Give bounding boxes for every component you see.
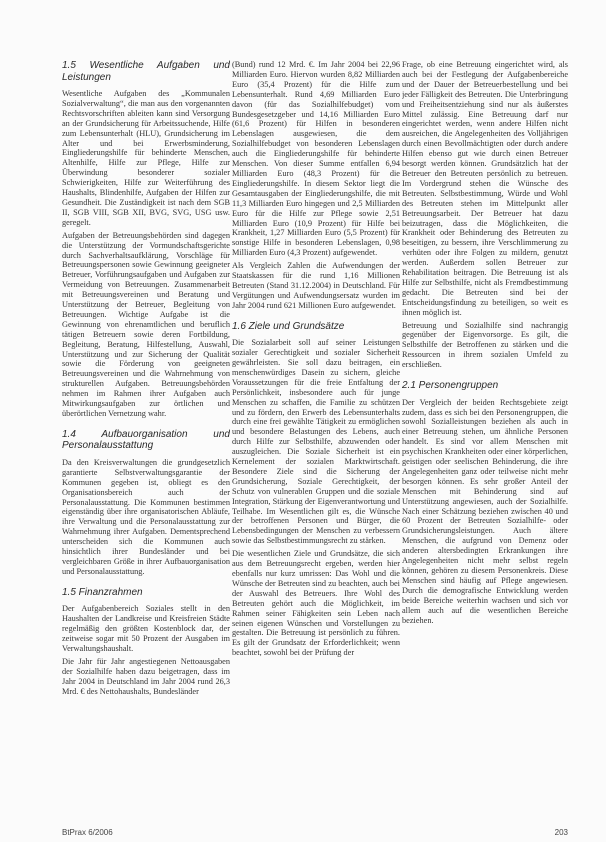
page-number: 203 bbox=[554, 828, 568, 837]
paragraph: Als Vergleich Zahlen die Aufwendungen der Staatskassen für die rund 1,16 Millionen Betreuten (Stand 31.12.2004) in Deutschland. Für Vergütungen und Aufwendungsersatz wurden im Jahr 2004 rund 621 Millionen Euro aufgewendet. bbox=[232, 261, 400, 310]
paragraph: (Bund) rund 12 Mrd. €. Im Jahr 2004 bei 22,96 Milliarden Euro. Hiervon wurden 8,82 Milliarden Euro (35,4 Prozent) für die Hilfe zum Lebensunterhalt. Rund 4,69 Milliarden Euro davon (für das Sozialhilfebudget) vom Bundesgesetzgeber und 14,16 Milliarden Euro (61,6 Prozent) für Hilfen in besonderen Lebenslagen ausgewiesen, die dem Sozialhilfebudget von besonderen Lebenslagen auch die Eingliederungshilfe für behinderte Menschen. Von dieser Summe entfallen 6,94 Milliarden Euro (48,3 Prozent) für die Eingliederungshilfe. In diesem Sektor liegt die Gesamtausgaben der Eingliederungshilfe, die mit 11,3 Milliarden Euro hingegen und 2,5 Milliarden Euro für die Hilfe zur Pflege sowie 2,51 Milliarden Euro (10,9 Prozent) für Hilfe bei Krankheit, 1,27 Milliarden Euro (5,5 Prozent) für sonstige Hilfe in besonderen Lebenslagen, 0,98 Milliarden Euro (4,3 Prozent) aufgewendet. bbox=[232, 60, 400, 258]
journal-footer: BtPrax 6/2006 bbox=[62, 828, 113, 837]
paragraph: Aufgaben der Betreuungsbehörden sind dagegen die Unterstützung der Vormundschaftsgerichte durch Sachverhaltsaufklärung, Vorschläge für Betreuungspersonen sowie Gewinnung geeigneter Betreuer, Vorführungsaufgaben und Aufgaben zur Vermeidung von Betreuungen. Zusammenarbeit mit Betreuungsvereinen und Beratung und Unterstützung der Betreuer, Begleitung von Betreuungen. Wichtige Aufgabe ist die Gewinnung von ehrenamtlichen und beruflich tätigen Betreuern sowie deren Fortbildung, Begleitung, Beratung, Hilfestellung, Auswahl, Unterstützung und zur Sicherung der Qualität sowie die Förderung von geeigneten Betreuungsvereinen und die Wahrnehmung von strukturellen Aufgaben. Betreuungsbehörden nehmen im Rahmen ihrer Aufgaben auch Mitwirkungsaufgaben zur örtlichen und überörtlichen Vernetzung wahr. bbox=[62, 230, 230, 418]
section-heading: 1.6 Ziele und Grundsätze bbox=[232, 320, 345, 332]
paragraph: Da den Kreisverwaltungen die grundgesetzlich garantierte Selbstverwaltungsgarantie der Kommunen gegeben ist, obliegt es den Organisationsbereich auch der Personalausstattung. Die Kommunen bestimmen eigenständig über ihre organisatorischen Abläufe, ihre Verwaltung und die Personalausstattung zur Wahrnehmung ihrer Aufgaben. Dementsprechend unterscheiden sich die Kommunen auch hinsichtlich ihrer Bundesländer und bei vergleichbaren Größe in ihrer Aufbauorganisation und Personalausstattung. bbox=[62, 457, 230, 576]
paragraph: Frage, ob eine Betreuung eingerichtet wird, als auch bei der Festlegung der Aufgabenbereiche und der Dauer der Betreuerbestellung und bei jeder Fälligkeit des Betreuten. Die Unterbringung und Freiheitsentziehung sind nur als äußerstes Mittel zulässig. Eine Betreuung darf nur eingerichtet werden, wenn andere Hilfen nicht ausreichen, die Angelegenheiten des Volljährigen durch einen Bevollmächtigten oder durch andere Hilfen ebenso gut wie durch einen Betreuer besorgt werden können. Grundsätzlich hat der Betreuer den Betreuten persönlich zu betreuen. Im Vordergrund stehen die Wünsche des Betreuten. Selbstbestimmung, Würde und Wohl des Betreuten stehen im Mittelpunkt aller Betreuungsarbeit. Der Betreuer hat dazu beizutragen, dass die Möglichkeiten, die Krankheit oder Behinderung des Betreuten zu beseitigen, zu bessern, ihre Verschlimmerung zu verhüten oder ihre Folgen zu mildern, genutzt werden. Außerdem sollen Betreuer zur Rehabilitation beitragen. Die Betreuung ist als Hilfe zur Selbsthilfe, nicht als Fremdbestimmung gedacht. Die Betreuten sind bei der Entscheidungsfindung zu beteiligen, so weit es ihnen möglich ist. bbox=[402, 60, 568, 317]
paragraph: Wesentliche Aufgaben des „Kommunalen Sozialverwaltung“, die man aus den vorgenannten Rechtsvorschriften ableiten kann sind Versorgung an der Grundsicherung für Arbeitssuchende, Hilfe zum Lebensunterhalt (HLU), Grundsicherung im Alter und bei Erwerbsminderung, Eingliederungshilfe für behinderte Menschen, Altenhilfe, Hilfe zur Pflege, Hilfe zur Überwindung besonderer sozialer Schwierigkeiten, Hilfe zur Weiterführung des Haushalts, Blindenhilfe, Aufgaben der Hilfen zur Gesundheit. Die Zuständigkeit ist nach dem SGB II, SGB VIII, SGB XII, BVG, SVG, USG usw. geregelt. bbox=[62, 89, 230, 227]
section-heading: 2.1 Personengruppen bbox=[402, 380, 499, 392]
section-heading: 1.5 Wesentliche Aufgaben und Leistungen bbox=[62, 60, 230, 83]
paragraph: Der Vergleich der beiden Rechtsgebiete zeigt zudem, dass es sich bei den Personengruppen, die sowohl Sozialleistungen beziehen als auch in einer Betreuung stehen, um ähnliche Personen handelt. Es sind vor allem Menschen mit psychischen Krankheiten oder einer körperlichen, geistigen oder seelischen Behinderung, die ihre Angelegenheiten ganz oder teilweise nicht mehr besorgen können. Es sehr großer Anteil der Menschen mit Behinderung sind auf Unterstützung angewiesen, auch der Sozialhilfe. Nach einer Schätzung beziehen zwischen 40 und 60 Prozent der Betreuten Sozialhilfe- oder Grundsicherungsleistungen. Auch ältere Menschen, die aufgrund von Demenz oder anderen altersbedingten Erkrankungen ihre Angelegenheiten nicht mehr selbst regeln können, gehören zu diesem Personenkreis. Diese Menschen sind häufig auf Pflege angewiesen. Durch die demografische Entwicklung werden beide Bereiche weiterhin wachsen und sich vor allem auch auf die wesentlichen Bereiche beziehen. bbox=[402, 397, 568, 625]
paragraph: Die wesentlichen Ziele und Grundsätze, die sich aus dem Betreuungsrecht ergeben, werden hier ebenfalls nur kurz umrissen: Das Wohl und die Wünsche der Betreuten sind zu beachten, auch bei der Auswahl des Betreuers. Ihre Wohl des Betreuten gehört auch die Möglichkeit, im Rahmen seiner Fähigkeiten sein Leben nach seinen eigenen Wünschen und Vorstellungen zu gestalten. Die Betreuung ist persönlich zu führen. Es gilt der Grundsatz der Erforderlichkeit; wenn beachtet, sowohl bei der Prüfung der bbox=[232, 549, 400, 658]
column-3 bbox=[402, 60, 568, 820]
paragraph: Betreuung und Sozialhilfe sind nachrangig gegenüber der Eigenvorsorge. Es gilt, die Selbsthilfe der Betroffenen zu stärken und die Ressourcen in ihrem sozialen Umfeld zu erschließen. bbox=[402, 320, 568, 370]
section-heading: 1.5 Finanzrahmen bbox=[62, 586, 143, 598]
paragraph: Die Sozialarbeit soll auf seiner Leistungen sozialer Gerechtigkeit und sozialer Sicherheit gewährleisten. Sie soll dazu beitragen, ein menschenwürdiges Dasein zu sichern, gleiche Voraussetzungen für die freie Entfaltung der Persönlichkeit, insbesondere auch für junge Menschen zu schaffen, die Familie zu schützen und zu fördern, den Erwerb des Lebensunterhalts durch eine frei gewählte Tätigkeit zu ermöglichen und besondere Belastungen des Lebens, auch durch Hilfe zur Selbsthilfe, abzuwenden oder auszugleichen. Die Soziale Sicherheit ist ein Kernelement der sozialen Marktwirtschaft. Besondere Ziele sind die Sicherung der Grundsicherung, Soziale Gerechtigkeit, der Schutz von vulnerablen Gruppen und die soziale Integration, Stärkung der Eigenverantwortung und Teilhabe. Im Wesentlichen gilt es, die Wünsche der betroffenen Personen und Bürger, die Lebensbedingungen der Menschen zu verbessern sowie das Selbstbestimmungsrecht zu stärken. bbox=[232, 338, 400, 546]
paragraph: Der Aufgabenbereich Soziales stellt in den Haushalten der Landkreise und Kreisfreien Städte regelmäßig den größten Kostenblock dar, der zeitweise sogar mit 50 Prozent der Ausgaben im Verwaltungshaushalt. bbox=[62, 604, 230, 653]
section-heading: 1.4 Aufbauorganisation und Personalausstattung bbox=[62, 428, 230, 452]
paragraph: Die Jahr für Jahr angestiegenen Nettoausgaben der Sozialhilfe haben dazu beigetragen, dass im Jahr 2004 in Deutschland im Jahr 2004 rund 26,3 Mrd. € des Nettohaushalts, Bundesländer bbox=[62, 656, 230, 696]
column-2 bbox=[232, 60, 400, 820]
column-1 bbox=[62, 60, 230, 820]
